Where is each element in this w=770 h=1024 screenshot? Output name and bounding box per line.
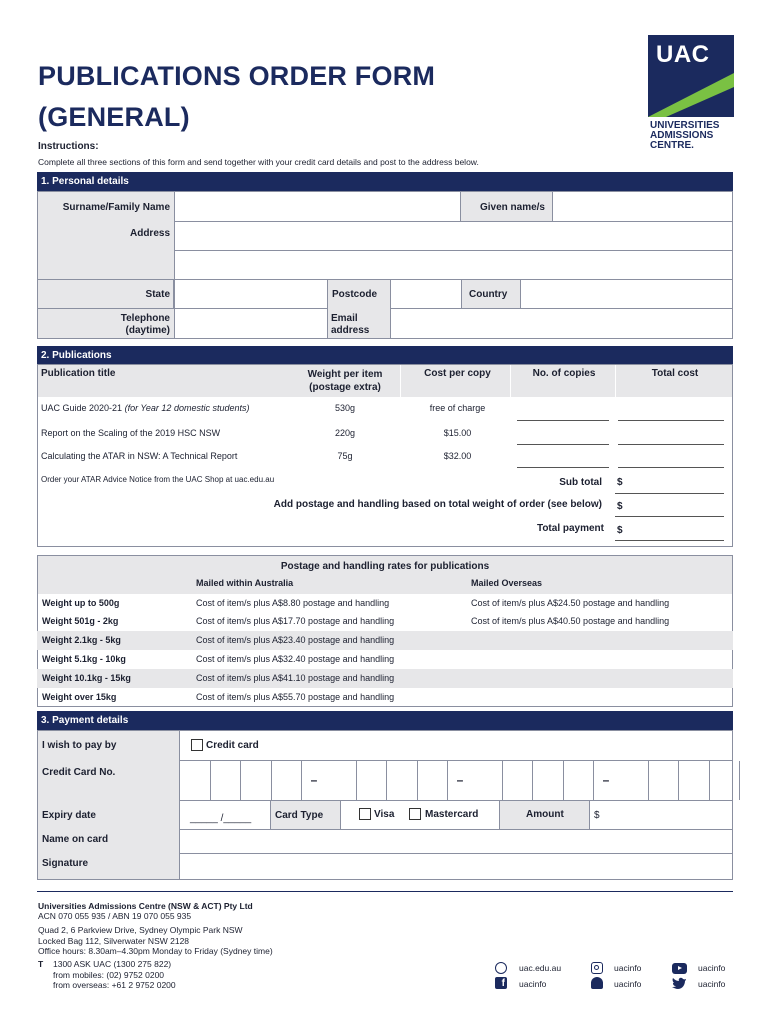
card-digit-box[interactable]	[679, 761, 710, 800]
copies-input[interactable]	[517, 420, 609, 421]
card-digit-box[interactable]	[272, 761, 303, 800]
snapchat-icon	[591, 977, 603, 989]
rates-col-aus: Mailed within Australia	[196, 578, 294, 588]
surname-label: Surname/Family Name	[62, 202, 170, 213]
name-on-card-field[interactable]	[179, 829, 733, 854]
pub-row-weight: 75g	[337, 451, 353, 461]
footer-instagram[interactable]: uacinfo	[614, 963, 642, 973]
card-digit-box[interactable]	[533, 761, 564, 800]
signature-field[interactable]	[179, 853, 733, 880]
email-field[interactable]	[390, 308, 733, 339]
pub-row-weight: 530g	[334, 403, 356, 413]
col-publication-title: Publication title	[41, 368, 116, 379]
amount-currency: $	[594, 810, 600, 821]
footer-snapchat[interactable]: uacinfo	[614, 979, 642, 989]
given-name-field[interactable]	[552, 191, 733, 222]
card-dash: –	[456, 773, 464, 787]
mastercard-option: Mastercard	[425, 809, 479, 820]
section1-header: 1. Personal details	[37, 172, 733, 191]
footer-org: Universities Admissions Centre (NSW & ACT) Pty Ltd	[38, 901, 253, 911]
postage-label: Add postage and handling based on total weight of order (see below)	[273, 499, 602, 510]
postage-input[interactable]	[615, 516, 724, 517]
rate-weight: Weight 2.1kg - 5kg	[42, 635, 121, 645]
instructions-heading: Instructions:	[38, 141, 99, 152]
state-field[interactable]	[174, 279, 328, 309]
footer-address: Quad 2, 6 Parkview Drive, Sydney Olympic Park NSW Locked Bag 112, Silverwater NSW 2128 Office hours: 8.30am–4.30pm Monday to Friday (Sydney time)	[38, 925, 273, 956]
expiry-blank: _____ /_____	[190, 813, 252, 824]
atar-note: Order your ATAR Advice Notice from the UAC Shop at uac.edu.au	[41, 475, 275, 484]
telephone-label: Telephone (daytime)	[120, 313, 170, 336]
postage-currency: $	[617, 501, 623, 512]
postcode-field[interactable]	[390, 279, 462, 309]
rate-weight: Weight up to 500g	[42, 598, 120, 608]
rate-aus: Cost of item/s plus A$23.40 postage and handling	[196, 635, 395, 645]
instagram-icon	[591, 962, 603, 974]
card-dash: –	[310, 773, 318, 787]
section2-header: 2. Publications	[37, 346, 733, 365]
footer-web[interactable]: uac.edu.au	[519, 963, 562, 973]
card-number-field[interactable]	[179, 760, 733, 801]
twitter-icon	[672, 977, 687, 989]
rates-title: Postage and handling rates for publications	[280, 561, 490, 572]
card-type-label: Card Type	[275, 810, 324, 821]
country-label: Country	[469, 289, 508, 300]
postcode-label: Postcode	[332, 289, 378, 300]
card-digit-box[interactable]	[418, 761, 449, 800]
section3-header: 3. Payment details	[37, 711, 733, 730]
globe-icon	[495, 962, 507, 974]
amount-label: Amount	[526, 809, 564, 820]
rate-aus: Cost of item/s plus A$55.70 postage and handling	[196, 692, 395, 702]
subtotal-currency: $	[617, 477, 623, 488]
footer-youtube[interactable]: uacinfo	[698, 963, 726, 973]
visa-option: Visa	[374, 809, 395, 820]
rate-overseas: Cost of item/s plus A$24.50 postage and handling	[471, 598, 670, 608]
copies-input[interactable]	[517, 467, 609, 468]
visa-checkbox[interactable]	[359, 808, 371, 820]
rate-aus: Cost of item/s plus A$17.70 postage and handling	[196, 616, 395, 626]
footer-t-label: T	[38, 959, 44, 969]
pay-by-label: I wish to pay by	[42, 740, 117, 751]
card-digit-box[interactable]	[241, 761, 272, 800]
country-field[interactable]	[520, 279, 733, 309]
credit-card-option: Credit card	[206, 740, 259, 751]
card-digit-box[interactable]	[649, 761, 680, 800]
col-weight: Weight per item (postage extra)	[307, 369, 383, 393]
pub-row-title: Calculating the ATAR in NSW: A Technical Report	[41, 451, 238, 461]
card-digit-box[interactable]	[564, 761, 595, 800]
total-input[interactable]	[618, 420, 724, 421]
amount-field[interactable]	[589, 800, 733, 830]
footer-phones: 1300 ASK UAC (1300 275 822) from mobiles: (02) 9752 0200 from overseas: +61 2 9752 0200	[53, 959, 176, 990]
col-copies: No. of copies	[532, 368, 596, 379]
total-payment-label: Total payment	[536, 523, 604, 534]
card-dash: –	[602, 773, 610, 787]
card-digit-box[interactable]	[211, 761, 242, 800]
col-total: Total cost	[651, 368, 699, 379]
page-title: PUBLICATIONS ORDER FORM (GENERAL)	[38, 61, 436, 132]
instructions-text: Complete all three sections of this form and send together with your credit card details and post to the address below.	[38, 157, 479, 167]
pub-row-cost: $32.00	[443, 451, 472, 461]
rate-weight: Weight 5.1kg - 10kg	[42, 654, 126, 664]
telephone-field[interactable]	[174, 308, 328, 339]
rate-weight: Weight 501g - 2kg	[42, 616, 119, 626]
credit-card-checkbox[interactable]	[191, 739, 203, 751]
card-digit-box[interactable]	[357, 761, 388, 800]
rate-weight: Weight 10.1kg - 15kg	[42, 673, 131, 683]
facebook-icon: f	[495, 977, 507, 989]
state-label: State	[145, 289, 170, 300]
address-field-line1[interactable]	[174, 221, 733, 251]
given-name-label: Given name/s	[479, 202, 545, 213]
rate-weight: Weight over 15kg	[42, 692, 117, 702]
subtotal-label: Sub total	[559, 477, 602, 488]
card-digit-box[interactable]	[503, 761, 534, 800]
card-digit-box[interactable]	[710, 761, 741, 800]
card-digit-box[interactable]	[472, 761, 503, 800]
pub-row-cost: free of charge	[429, 403, 486, 413]
card-digit-box[interactable]	[180, 761, 211, 800]
name-on-card-label: Name on card	[42, 834, 109, 845]
total-input[interactable]	[618, 467, 724, 468]
pay-by-cell	[179, 730, 733, 761]
surname-field[interactable]	[174, 191, 461, 222]
mastercard-checkbox[interactable]	[409, 808, 421, 820]
rate-overseas: Cost of item/s plus A$40.50 postage and handling	[471, 616, 670, 626]
expiry-label: Expiry date	[42, 810, 96, 821]
copies-input[interactable]	[517, 444, 609, 445]
pub-row-weight: 220g	[334, 428, 356, 438]
address-field-line2[interactable]	[174, 250, 733, 280]
pub-row-cost: $15.00	[443, 428, 472, 438]
pub-row-title: UAC Guide 2020-21 (for Year 12 domestic students)	[41, 403, 250, 413]
total-payment-currency: $	[617, 525, 623, 536]
address-label: Address	[129, 228, 170, 239]
email-label: Email address	[331, 313, 370, 336]
rates-col-overseas: Mailed Overseas	[471, 578, 543, 588]
card-digit-box[interactable]	[387, 761, 418, 800]
footer-facebook[interactable]: uacinfo	[519, 979, 547, 989]
youtube-icon	[672, 963, 687, 974]
total-payment-input[interactable]	[615, 540, 724, 541]
card-digit-box[interactable]	[618, 761, 649, 800]
total-input[interactable]	[618, 444, 724, 445]
pub-row-title: Report on the Scaling of the 2019 HSC NSW	[41, 428, 221, 438]
rate-aus: Cost of item/s plus A$41.10 postage and handling	[196, 673, 395, 683]
card-digit-box[interactable]	[326, 761, 357, 800]
signature-label: Signature	[42, 858, 89, 869]
rate-aus: Cost of item/s plus A$32.40 postage and handling	[196, 654, 395, 664]
subtotal-input[interactable]	[615, 493, 724, 494]
col-cost: Cost per copy	[424, 368, 491, 379]
card-number-label: Credit Card No.	[42, 767, 116, 778]
footer-twitter[interactable]: uacinfo	[698, 979, 726, 989]
rate-aus: Cost of item/s plus A$8.80 postage and handling	[196, 598, 390, 608]
footer-acn: ACN 070 055 935 / ABN 19 070 055 935	[38, 911, 192, 921]
